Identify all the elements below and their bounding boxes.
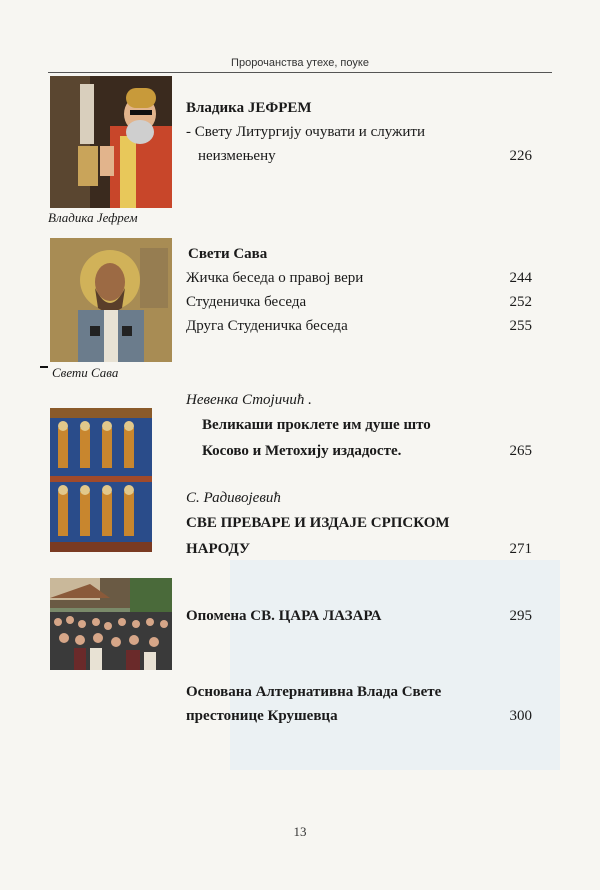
toc-entry-jefrem (186, 96, 532, 168)
entry-title-text: Косово и Метохију издадосте. (202, 443, 402, 459)
page-number: 244 (509, 270, 532, 286)
entry-title-text: НАРОДУ (186, 541, 251, 557)
photo-fresco (50, 408, 152, 552)
entry-title-text: неизмењену (198, 148, 276, 164)
entry-title-line2 (186, 536, 532, 562)
toc-item (186, 266, 532, 290)
toc-item (186, 290, 532, 314)
toc-item (186, 314, 532, 338)
photo-crowd (50, 578, 172, 670)
entry-title-line1: - Свету Литургију очувати и служити (186, 124, 426, 140)
toc-entry-sava (186, 242, 532, 338)
entry-title-text: Опомена СВ. ЦАРА ЛАЗАРА (186, 608, 382, 624)
header-rule (48, 72, 552, 73)
running-header: Пророчанства утехе, поуке (231, 57, 369, 69)
entry-title: Жичка беседа о правој вери (186, 270, 364, 286)
page-number: 271 (509, 541, 532, 557)
entry-title: Друга Студеничка беседа (186, 318, 348, 334)
entry-author: Свети Сава (188, 246, 268, 262)
page-number-footer: 13 (293, 824, 307, 839)
bleed-through-shade (230, 560, 560, 770)
entry-title-text: престонице Крушевца (186, 708, 338, 724)
entry-title-line2 (186, 144, 532, 168)
entry-title: Студеничка беседа (186, 294, 307, 310)
photo-sveti-sava (50, 238, 172, 362)
page-number: 255 (509, 318, 532, 334)
entry-title-line1: Великаши проклете им душе што (202, 417, 431, 433)
caption-vladika-jefrem: Владика Јефрем (48, 210, 138, 225)
caption-sveti-sava: Свети Сава (52, 365, 119, 380)
stray-mark (40, 366, 48, 368)
entry-title-line2 (186, 704, 532, 728)
entry-author: С. Радивојевић (186, 490, 281, 506)
toc-entry-radivojevic (186, 486, 532, 562)
entry-title-line (186, 604, 532, 628)
entry-author: Невенка Стојичић . (186, 392, 312, 408)
entry-author: Владика ЈЕФРЕМ (186, 100, 312, 116)
entry-title-line1: СВЕ ПРЕВАРЕ И ИЗДАЈЕ СРПСКОМ (186, 515, 450, 531)
entry-title-line2 (186, 438, 532, 464)
page-number: 265 (509, 443, 532, 459)
entry-title-line1: Основана Алтернативна Влада Свете (186, 684, 442, 700)
page-number: 252 (509, 294, 532, 310)
toc-entry-stojicic (186, 388, 532, 464)
toc-entry-lazar (186, 604, 532, 628)
toc-entry-krusevac (186, 680, 532, 728)
photo-vladika-jefrem (50, 76, 172, 208)
page-number: 300 (509, 708, 532, 724)
page-number: 295 (509, 608, 532, 624)
page-number: 226 (509, 148, 532, 164)
